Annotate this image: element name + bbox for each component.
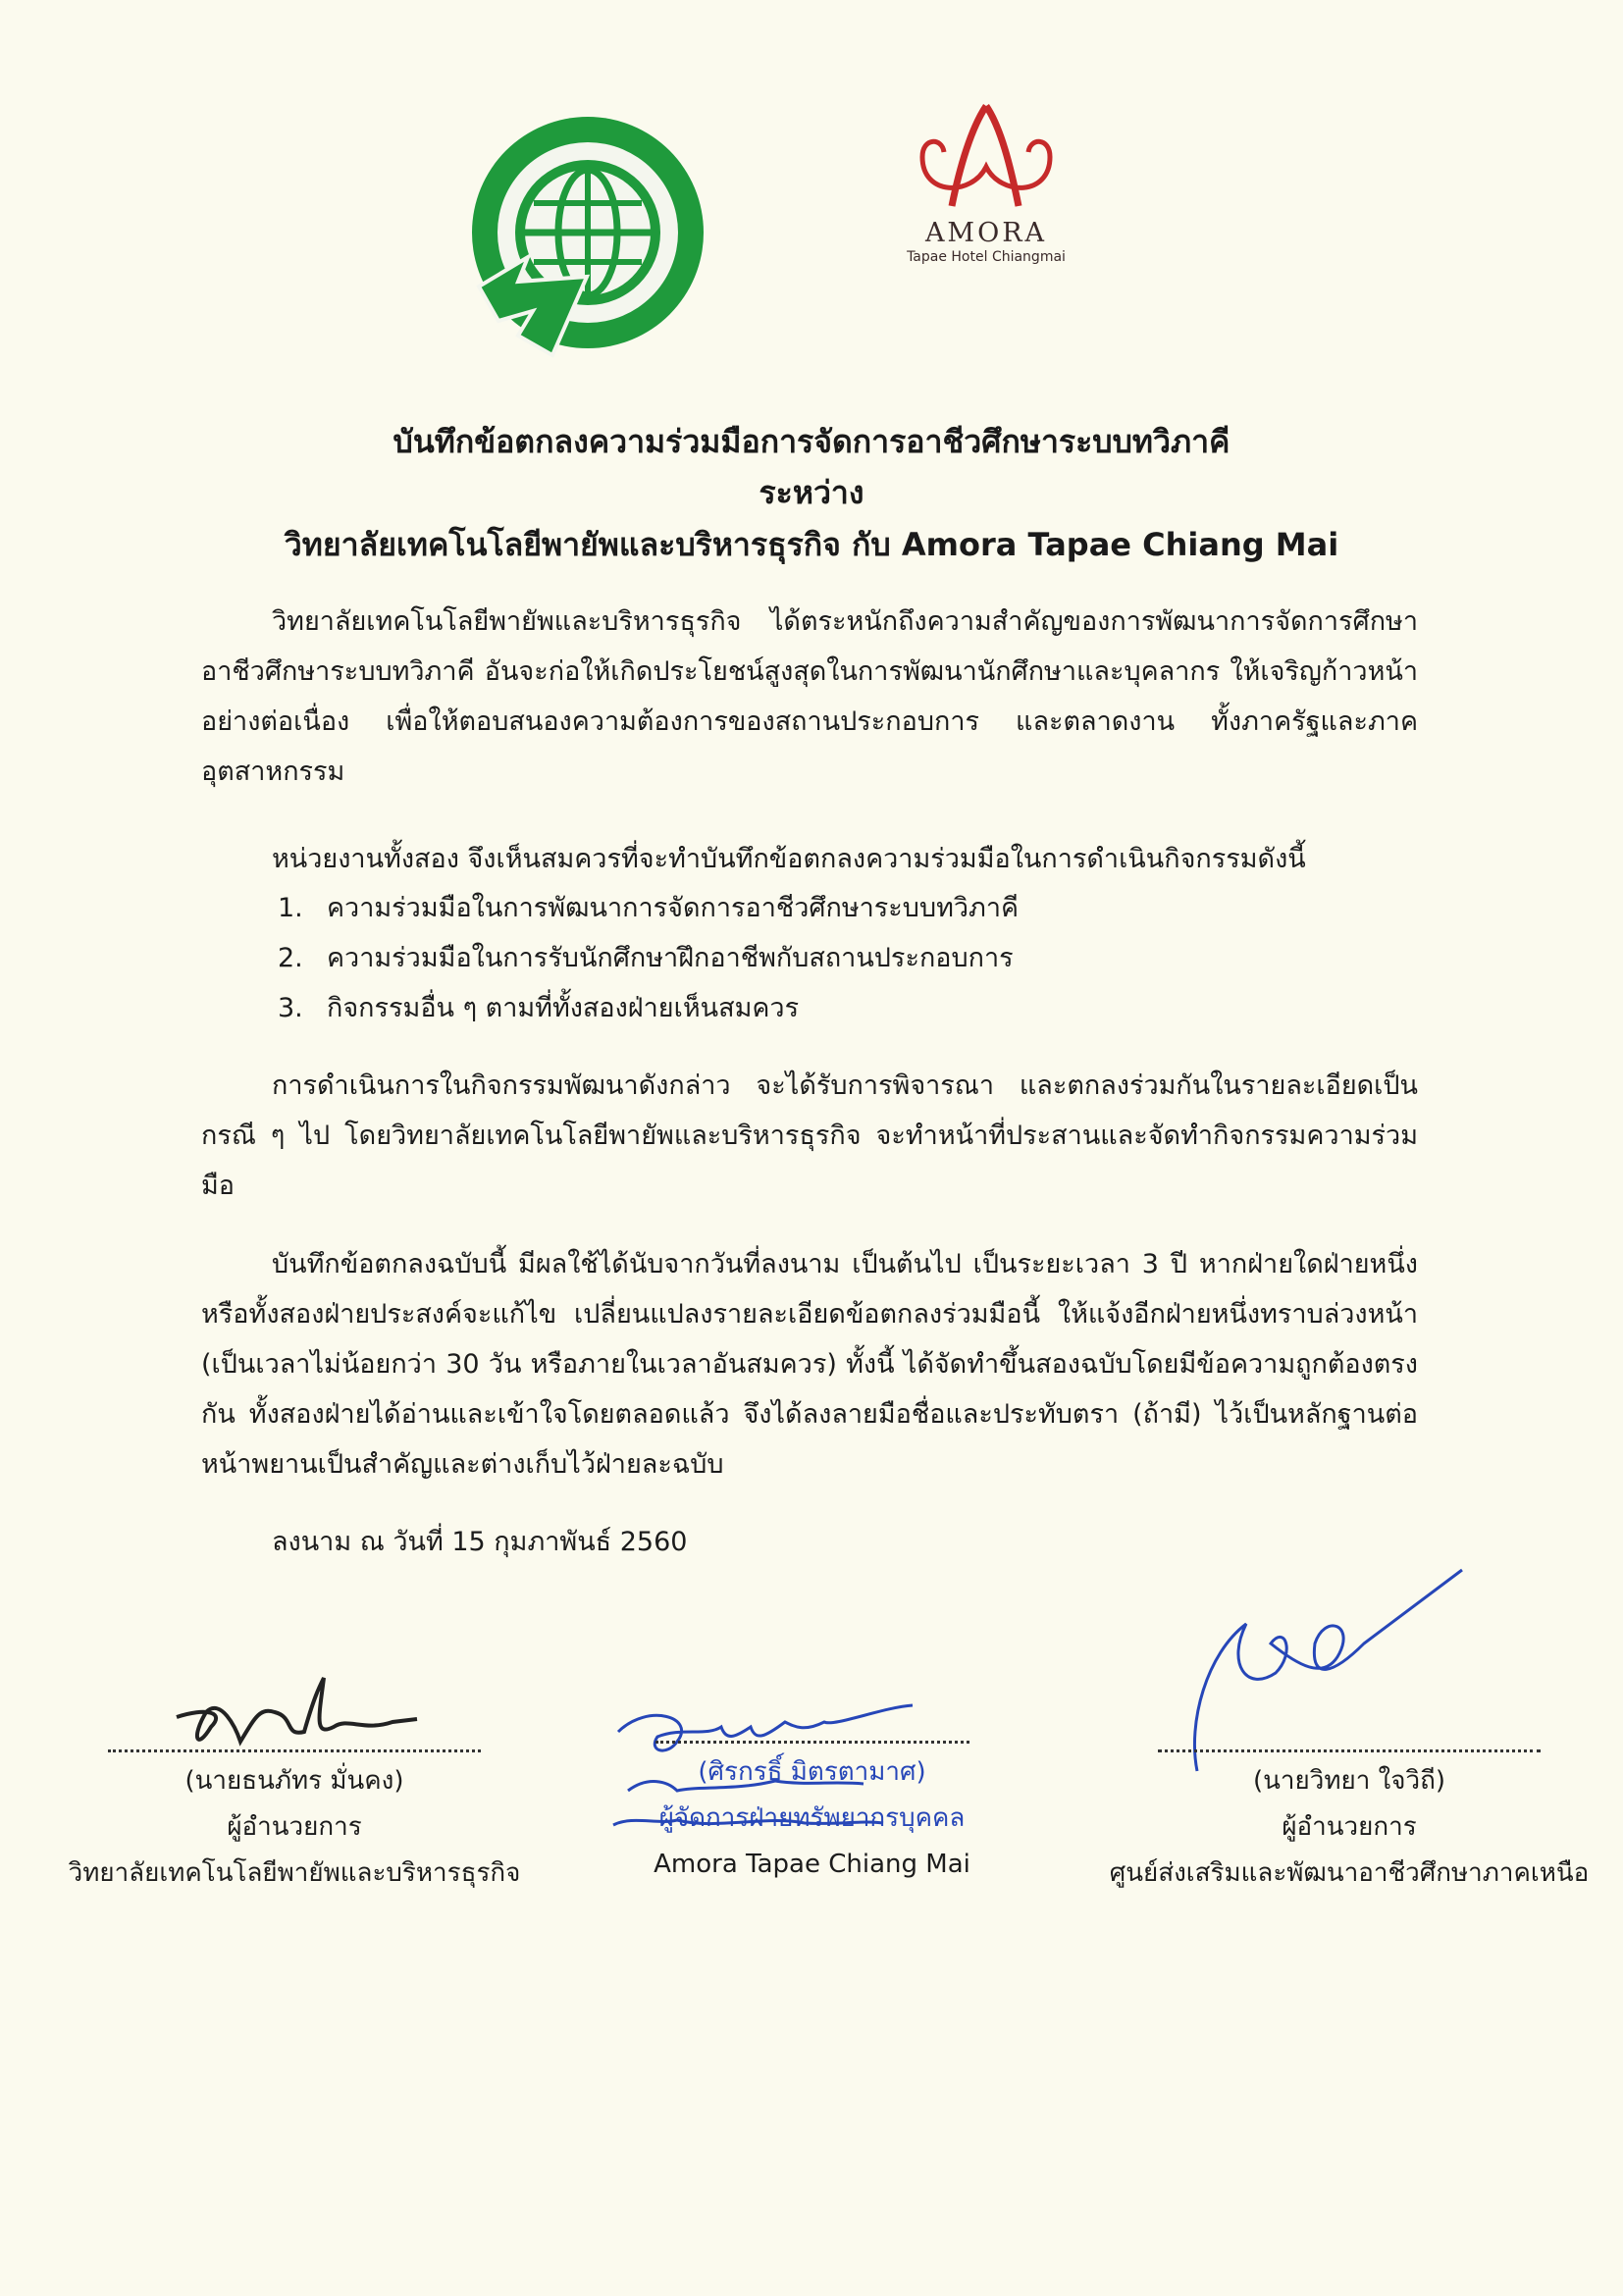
document-title-parties: วิทยาลัยเทคโนโลยีพายัพและบริหารธุรกิจ กับ Amora Tapae Chiang Mai: [284, 526, 1339, 563]
signature-line: [108, 1746, 481, 1752]
validity-paragraph: บันทึกข้อตกลงฉบับนี้ มีผลใช้ได้นับจากวันที่ลงนาม เป็นต้นไป เป็นระยะเวลา 3 ปี หากฝ่ายใดฝ่ายหนึ่ง หรือทั้งสองฝ่ายประสงค์จะแก้ไข เปลี่ยนแปลงรายละเอียดข้อตกลงร่วมมือนี้ ให้แจ้งอีกฝ่ายหนึ่งทราบล่วงหน้า (เป็นเวลาไม่น้อยกว่า 30 วัน หรือภายในเวลาอันสมควร) ทั้งนี้ ได้จัดทำขึ้นสองฉบับโดยมีข้อความถูกต้องตรงกัน ทั้งสองฝ่ายได้อ่านและเข้าใจโดยตลอดแล้ว จึงได้ลงลายมือชื่อและประทับตรา (ถ้ามี) ไว้เป็นหลักฐานต่อหน้าพยานเป็นสำคัญและต่างเก็บไว้ฝ่ายละฉบับ: [201, 1249, 1418, 1480]
signatory-hotel: [589, 1737, 1035, 1888]
signatory-org: Amora Tapae Chiang Mai: [654, 1850, 970, 1879]
intro-paragraph: วิทยาลัยเทคโนโลยีพายัพและบริหารธุรกิจ ได้ตระหนักถึงความสำคัญของการพัฒนาการจัดการศึกษาอาชีวศึกษาระบบทวิภาคี อันจะก่อให้เกิดประโยชน์สูงสุดในการพัฒนานักศึกษาและบุคลากร ให้เจริญก้าวหน้าอย่างต่อเนื่อง เพื่อให้ตอบสนองความต้องการของสถานประกอบการ และตลาดงาน ทั้งภาครัฐและภาคอุตสาหกรรม: [201, 606, 1418, 787]
hotel-brand-name: AMORA: [924, 218, 1048, 248]
amora-a-icon: [913, 98, 1060, 216]
list-item: 3. กิจกรรมอื่น ๆ ตามที่ทั้งสองฝ่ายเห็นสมควร: [278, 993, 800, 1023]
college-logo: [459, 110, 716, 367]
implementation-paragraph: การดำเนินการในกิจกรรมพัฒนาดังกล่าว จะได้รับการพิจารณา และตกลงร่วมกันในรายละเอียดเป็นกรณี ๆ ไป โดยวิทยาลัยเทคโนโลยีพายัพและบริหารธุรกิจ จะทำหน้าที่ประสานและจัดทำกิจกรรมความร่วมมือ: [201, 1070, 1418, 1201]
signed-date: ลงนาม ณ วันที่ 15 กุมภาพันธ์ 2560: [272, 1527, 688, 1557]
signature-line: [1158, 1746, 1541, 1752]
college-seal-icon: [459, 110, 716, 367]
signatory-org: วิทยาลัยเทคโนโลยีพายัพและบริหารธุรกิจ: [68, 1858, 521, 1888]
activity-list: [278, 883, 1357, 1033]
hotel-brand-tagline: Tapae Hotel Chiangmai: [907, 249, 1066, 265]
signatory-name: (นายวิทยา ใจวิถี): [1252, 1766, 1445, 1796]
signatory-position: ผู้อำนวยการ: [227, 1812, 362, 1842]
signatory-center: [1094, 1746, 1604, 1897]
activities-intro: หน่วยงานทั้งสอง จึงเห็นสมควรที่จะทำบันทึกข้อตกลงความร่วมมือในการดำเนินกิจกรรมดังนี้: [272, 844, 1306, 874]
document-title-between: ระหว่าง: [759, 474, 864, 511]
list-item: 2. ความร่วมมือในการรับนักศึกษาฝึกอาชีพกับสถานประกอบการ: [278, 943, 1014, 973]
list-item: 1. ความร่วมมือในการพัฒนาการจัดการอาชีวศึกษาระบบทวิภาคี: [278, 893, 1020, 923]
hotel-logo: [888, 98, 1084, 324]
signatory-position: ผู้จัดการฝ่ายทรัพยากรบุคคล: [658, 1803, 966, 1833]
signature-line: [655, 1737, 969, 1744]
signatory-position: ผู้อำนวยการ: [1282, 1812, 1417, 1842]
signatory-name: (ศิรกรธิ์ มิตรตามาศ): [698, 1757, 926, 1787]
document-title: บันทึกข้อตกลงความร่วมมือการจัดการอาชีวศึกษาระบบทวิภาคี: [393, 423, 1230, 460]
signatory-org: ศูนย์ส่งเสริมและพัฒนาอาชีวศึกษาภาคเหนือ: [1109, 1858, 1590, 1888]
signatory-name: (นายธนภัทร มั่นคง): [184, 1766, 404, 1796]
signatory-college: [39, 1746, 550, 1897]
